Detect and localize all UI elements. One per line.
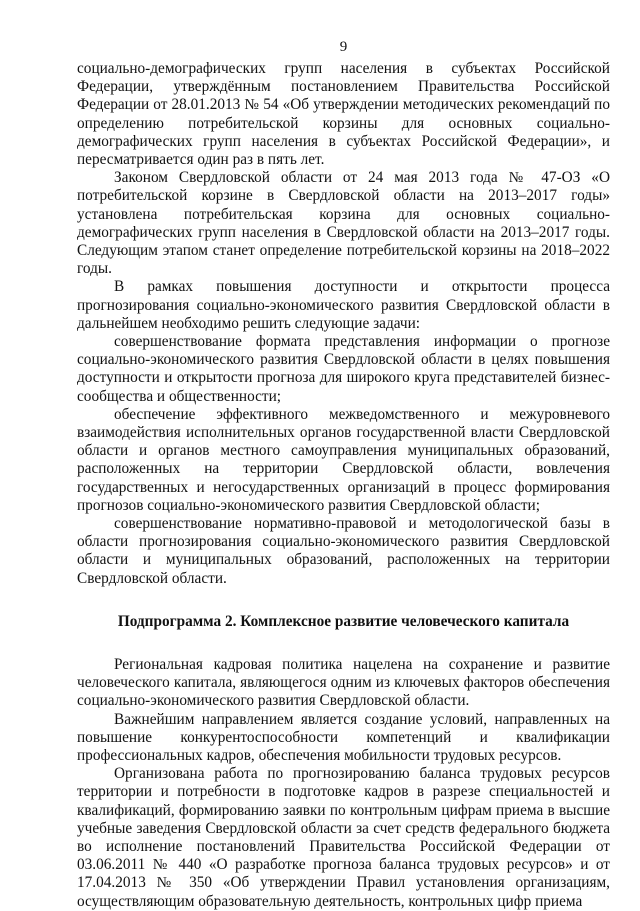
paragraph-main-direction: Важнейшим направлением является создание условий, направленных на повышение конкурентоспособности компетенций и квалификации профессиональных кадров, обеспечения мобильности трудовых ресурсов.: [77, 710, 610, 764]
section-heading: Подпрограмма 2. Комплексное развитие человеческого капитала: [117, 612, 570, 630]
paragraph-law-consumer-basket: Законом Свердловской области от 24 мая 2013 года № 47-ОЗ «О потребительской корзине в Свердловской области на 2013–2017 годы» установлена потребительская корзина для основных социально-демографических групп населения в Свердловской области на 2013–2017 годы. Следующим этапом станет определение потребительской корзины на 2018–2022 годы.: [77, 169, 610, 278]
paragraph-task-interaction: обеспечение эффективного межведомственного и межуровневого взаимодействия исполнительных органов государственной власти Свердловской области и органов местного самоуправления муниципальных образований, расположенных на территории Свердловской области, вовлечения государственных и негосударственных организаций в процесс формирования прогнозов социально-экономического развития Свердловской области;: [77, 405, 610, 514]
paragraph-labor-balance: Организована работа по прогнозированию баланса трудовых ресурсов территории и потребности в подготовке кадров в разрезе специальностей и квалификаций, формированию заявки по контрольным цифрам приема в высшие учебные заведения Свердловской области за счет средств федерального бюджета во исполнение постановлений Правительства Российской Федерации от 03.06.2011 № 440 «О разработке прогноза баланса трудовых ресурсов» и от 17.04.2013 № 350 «Об утверждении Правил установления организациям, осуществляющим образовательную деятельность, контрольных цифр приема: [77, 765, 610, 910]
paragraph-forecasting-tasks: В рамках повышения доступности и открытости процесса прогнозирования социально-экономического развития Свердловской области в дальнейшем необходимо решить следующие задачи:: [77, 278, 610, 332]
document-page: [77, 38, 610, 911]
paragraph-personnel-policy: Региональная кадровая политика нацелена на сохранение и развитие человеческого капитала, являющегося одним из ключевых факторов обеспечения социально-экономического развития Свердловской области.: [77, 655, 610, 710]
paragraph-task-format: совершенствование формата представления информации о прогнозе социально-экономического развития Свердловской области в целях повышения доступности и открытости прогноза для широкого круга представителей бизнес-сообщества и общественности;: [77, 333, 610, 405]
paragraph-task-legal-base: совершенствование нормативно-правовой и методологической базы в области прогнозирования социально-экономического развития Свердловской области и муниципальных образований, расположенных на территории Свердловской области.: [77, 515, 610, 587]
page-number: 9: [339, 39, 348, 55]
paragraph-continuation: социально-демографических групп населения в субъектах Российской Федерации, утверждённым постановлением Правительства Российской Федерации от 28.01.2013 № 54 «Об утверждении методических рекомендаций по определению потребительской корзины для основных социально-демографических групп населения в субъектах Российской Федерации», и пересматривается один раз в пять лет.: [77, 60, 610, 169]
